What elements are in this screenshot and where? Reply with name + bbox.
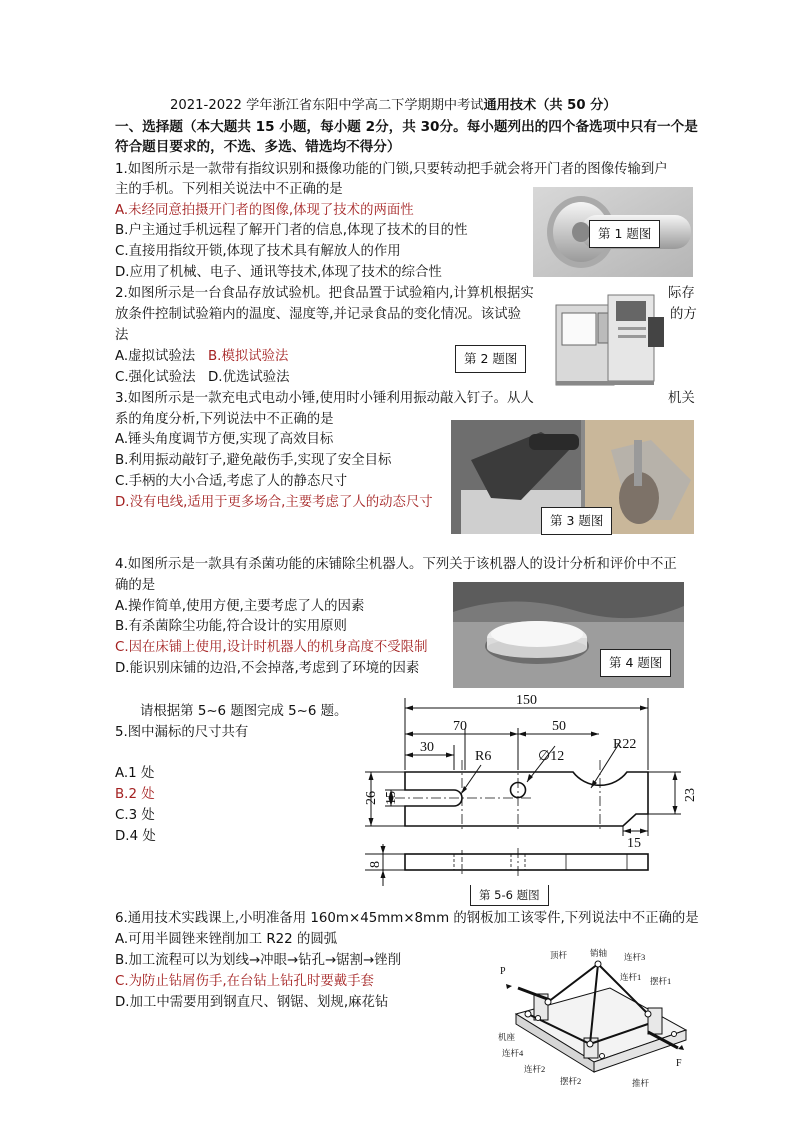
label-link1: 连杆1 (620, 972, 642, 982)
q3-stem-line2: 系的角度分析,下列说法中不正确的是 (115, 412, 334, 427)
q2-stem-line3: 法 (115, 328, 129, 343)
q3-stem-line1: 3.如图所示是一款充电式电动小锤,使用时小锤利用振动敲入钉子。从人 (115, 391, 534, 406)
q6-option-b: B.加工流程可以为划线→冲眼→钻孔→锯割→锉削 (115, 953, 401, 968)
q2-stem-line1: 2.如图所示是一台食品存放试验机。把食品置于试验箱内,计算机根据实 (115, 286, 534, 301)
q4-figure-caption: 第 4 题图 (600, 649, 671, 677)
q2-option-a: A.虚拟试验法 (115, 349, 196, 364)
label-p: P (500, 966, 506, 977)
q3-option-b: B.利用振动敲钉子,避免敲伤手,实现了安全目标 (115, 453, 392, 468)
dim-phi12: ∅12 (538, 749, 565, 764)
section-heading-line2: 符合题目要求的，不选、多选、错选均不得分） (115, 139, 401, 155)
dim-26: 26 (364, 791, 379, 805)
label-base: 机座 (498, 1032, 516, 1042)
q5-option-b: B.2 处 (115, 787, 155, 802)
q4-option-c: C.因在床铺上使用,设计时机器人的机身高度不受限制 (115, 640, 428, 655)
q1-stem-line2: 主的手机。下列相关说法中不正确的是 (115, 182, 343, 197)
dim-15-horizontal: 15 (627, 836, 641, 851)
dim-23: 23 (683, 788, 698, 802)
q5-stem: 5.图中漏标的尺寸共有 (115, 725, 249, 740)
label-swing1: 摆杆1 (650, 976, 672, 986)
q2-figure-caption: 第 2 题图 (455, 345, 526, 373)
q2-test-chamber-image (548, 287, 668, 391)
dim-8: 8 (368, 861, 383, 868)
q3-stem-line1-end: 机关 (668, 391, 695, 406)
q6-option-c: C.为防止钻屑伤手,在台钻上钻孔时要戴手套 (115, 974, 374, 989)
title-subject: 通用技术（共 50 分） (483, 98, 617, 113)
title-prefix: 2021-2022 学年浙江省东阳中学高二下学期期中考试 (170, 98, 484, 113)
label-swing2: 摆杆2 (560, 1076, 582, 1086)
q56-intro: 请根据第 5~6 题图完成 5~6 题。 (140, 704, 348, 719)
dim-70: 70 (453, 719, 467, 734)
q2-stem-line2-end: 的方 (670, 307, 697, 322)
dim-15-vertical: 15 (384, 791, 399, 805)
dim-30: 30 (420, 740, 434, 755)
q4-option-a: A.操作简单,使用方便,主要考虑了人的因素 (115, 599, 365, 614)
q4-option-d: D.能识别床铺的边沿,不会掉落,考虑到了环境的因素 (115, 661, 420, 676)
dim-50: 50 (552, 719, 566, 734)
label-link4: 连杆4 (502, 1048, 524, 1058)
label-top-rod: 顶杆 (550, 950, 568, 960)
q2-option-b: B.模拟试验法 (208, 349, 289, 364)
mechanism-drawing (498, 944, 698, 1094)
q6-stem: 6.通用技术实践课上,小明准备用 160m×45mm×8mm 的钢板加工该零件,下列说法中不正确的是 (115, 911, 699, 926)
dim-150: 150 (516, 693, 537, 708)
q2-option-d: D.优选试验法 (208, 370, 290, 385)
q4-stem-line1: 4.如图所示是一款具有杀菌功能的床铺除尘机器人。下列关于该机器人的设计分析和评价中不正 (115, 557, 677, 572)
part-drawing (355, 690, 698, 915)
q56-figure-caption: 第 5-6 题图 (470, 885, 549, 906)
q6-option-d: D.加工中需要用到钢直尺、钢锯、划规,麻花钻 (115, 995, 389, 1010)
q2-stem-line2: 放条件控制试验箱内的温度、湿度等,并记录食品的变化情况。该试验 (115, 307, 521, 322)
q1-figure-caption: 第 1 题图 (589, 220, 660, 248)
q3-option-c: C.手柄的大小合适,考虑了人的静态尺寸 (115, 474, 348, 489)
q1-option-c: C.直接用指纹开锁,体现了技术具有解放人的作用 (115, 244, 401, 259)
q1-option-b: B.户主通过手机远程了解开门者的信息,体现了技术的目的性 (115, 223, 468, 238)
q5-option-d: D.4 处 (115, 829, 156, 844)
label-link2: 连杆2 (524, 1064, 546, 1074)
q1-option-d: D.应用了机械、电子、通讯等技术,体现了技术的综合性 (115, 265, 442, 280)
q3-option-d: D.没有电线,适用于更多场合,主要考虑了人的动态尺寸 (115, 495, 433, 510)
dim-r22: R22 (613, 737, 637, 752)
q1-stem-line1: 1.如图所示是一款带有指纹识别和摄像功能的门锁,只要转动把手就会将开门者的图像传输到户 (115, 162, 668, 177)
q1-option-a: A.未经同意拍摄开门者的图像,体现了技术的两面性 (115, 203, 414, 218)
q4-option-b: B.有杀菌除尘功能,符合设计的实用原则 (115, 619, 347, 634)
label-link3: 连杆3 (624, 952, 646, 962)
q5-option-c: C.3 处 (115, 808, 155, 823)
label-push-rod: 推杆 (632, 1078, 650, 1088)
label-f: F (676, 1058, 682, 1069)
label-pin: 销轴 (590, 948, 608, 958)
dim-r6: R6 (475, 749, 492, 764)
q4-stem-line2: 确的是 (115, 578, 156, 593)
q5-option-a: A.1 处 (115, 766, 155, 781)
q6-option-a: A.可用半圆锉来锉削加工 R22 的圆弧 (115, 932, 338, 947)
section-heading-line1: 一、选择题（本大题共 15 小题，每小题 2分，共 30分。每小题列出的四个备选项中只有一个是 (115, 119, 698, 135)
q2-option-c: C.强化试验法 (115, 370, 196, 385)
q3-option-a: A.锤头角度调节方便,实现了高效目标 (115, 432, 334, 447)
page-title (170, 97, 617, 115)
q3-figure-caption: 第 3 题图 (541, 507, 612, 535)
q2-stem-line1-end: 际存 (668, 286, 695, 301)
